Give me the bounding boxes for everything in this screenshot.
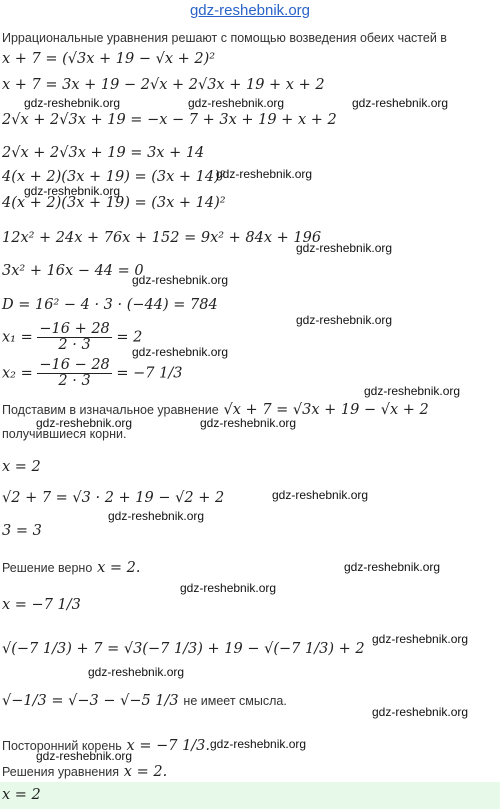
watermark: gdz-reshebnik.org [364, 384, 461, 398]
watermark: gdz-reshebnik.org [108, 509, 205, 523]
watermark: gdz-reshebnik.org [296, 313, 393, 327]
watermark: gdz-reshebnik.org [36, 416, 133, 430]
root-x1-fraction [37, 322, 111, 353]
solutions-line [2, 764, 167, 780]
check-line-1: √2 + 7 = √3 · 2 + 19 − √2 + 2 [2, 490, 225, 506]
watermark: gdz-reshebnik.org [24, 184, 121, 198]
watermark: gdz-reshebnik.org [36, 749, 133, 763]
root-x2-fraction [37, 358, 111, 389]
watermark: gdz-reshebnik.org [188, 96, 285, 110]
answer-value: x = 2 [2, 787, 41, 803]
watermark: gdz-reshebnik.org [88, 665, 185, 679]
equation-line-8: 3x² + 16x − 44 = 0 [2, 263, 144, 279]
equation-line-3: 2√x + 2√3x + 19 = −x − 7 + 3x + 19 + x + 2 [2, 112, 337, 128]
root-x2-result: = −7 1/3 [116, 365, 183, 382]
x-equals-neg-line: x = −7 1/3 [2, 597, 81, 613]
watermark: gdz-reshebnik.org [24, 96, 121, 110]
root-x2-line [2, 358, 182, 389]
root-x2-numerator: −16 − 28 [39, 357, 110, 373]
equation-line-7: 12x² + 24x + 76x + 152 = 9x² + 84x + 196 [2, 230, 322, 246]
equation-line-1: x + 7 = (√3x + 19 − √x + 2)² [2, 51, 216, 67]
watermark: gdz-reshebnik.org [372, 705, 469, 719]
x-equals-2: x = 2 [2, 459, 41, 475]
root-x1-numerator: −16 + 28 [39, 321, 110, 337]
root-x1-denominator: 2 · 3 [58, 337, 91, 354]
solutions-text: Решения уравнения [2, 765, 120, 779]
equation-line-4: 2√x + 2√3x + 19 = 3x + 14 [2, 145, 205, 161]
substitute-math: √x + 7 = √3x + 19 − √x + 2 [223, 402, 429, 418]
root-x2-denominator: 2 · 3 [58, 373, 91, 390]
root-x1-line [2, 322, 142, 353]
watermark: gdz-reshebnik.org [372, 632, 469, 646]
extraneous-math: x = −7 1/3. [126, 738, 211, 754]
substitute-text: Подставим в изначальное уравнение [2, 403, 219, 417]
root-x2-prefix: x₂ = [2, 365, 33, 382]
check-negative-line: √(−7 1/3) + 7 = √3(−7 1/3) + 19 − √(−7 1/3) + 2 [2, 641, 365, 657]
extraneous-text: Посторонний корень [2, 739, 122, 753]
watermark: gdz-reshebnik.org [216, 167, 313, 181]
equation-line-5: 4(x + 2)(3x + 19) = (3x + 14)² [2, 169, 226, 185]
watermark: gdz-reshebnik.org [352, 96, 449, 110]
substitute-text-2: получившиеся корни. [2, 427, 127, 441]
watermark: gdz-reshebnik.org [296, 241, 393, 255]
watermark: gdz-reshebnik.org [180, 581, 277, 595]
solutions-math: x = 2. [123, 764, 168, 780]
watermark: gdz-reshebnik.org [272, 488, 369, 502]
root-x1-prefix: x₁ = [2, 329, 33, 346]
watermark: gdz-reshebnik.org [200, 416, 297, 430]
watermark: gdz-reshebnik.org [132, 273, 229, 287]
watermark: gdz-reshebnik.org [132, 345, 229, 359]
answer-box [0, 782, 500, 809]
meaningless-line [2, 693, 287, 709]
root-x1-result: = 2 [116, 329, 143, 346]
watermark: gdz-reshebnik.org [344, 560, 441, 574]
discriminant-line: D = 16² − 4 · 3 · (−44) = 784 [2, 297, 218, 313]
equation-line-6: 4(x + 2)(3x + 19) = (3x + 14)² [2, 195, 226, 211]
meaningless-math: √−1/3 = √−3 − √−5 1/3 [2, 693, 179, 709]
verdict-line [2, 560, 140, 576]
meaningless-text: не имеет смысла. [183, 694, 287, 708]
site-header-link[interactable]: gdz-reshebnik.org [189, 2, 311, 19]
intro-text: Иррациональные уравнения решают с помощью возведения обеих частей в [2, 31, 447, 45]
verdict-text: Решение верно [2, 561, 93, 575]
check-line-2: 3 = 3 [2, 523, 42, 539]
equation-line-2: x + 7 = 3x + 19 − 2√x + 2√3x + 19 + x + 2 [2, 77, 325, 93]
verdict-math: x = 2. [97, 560, 141, 576]
watermark: gdz-reshebnik.org [210, 737, 307, 751]
